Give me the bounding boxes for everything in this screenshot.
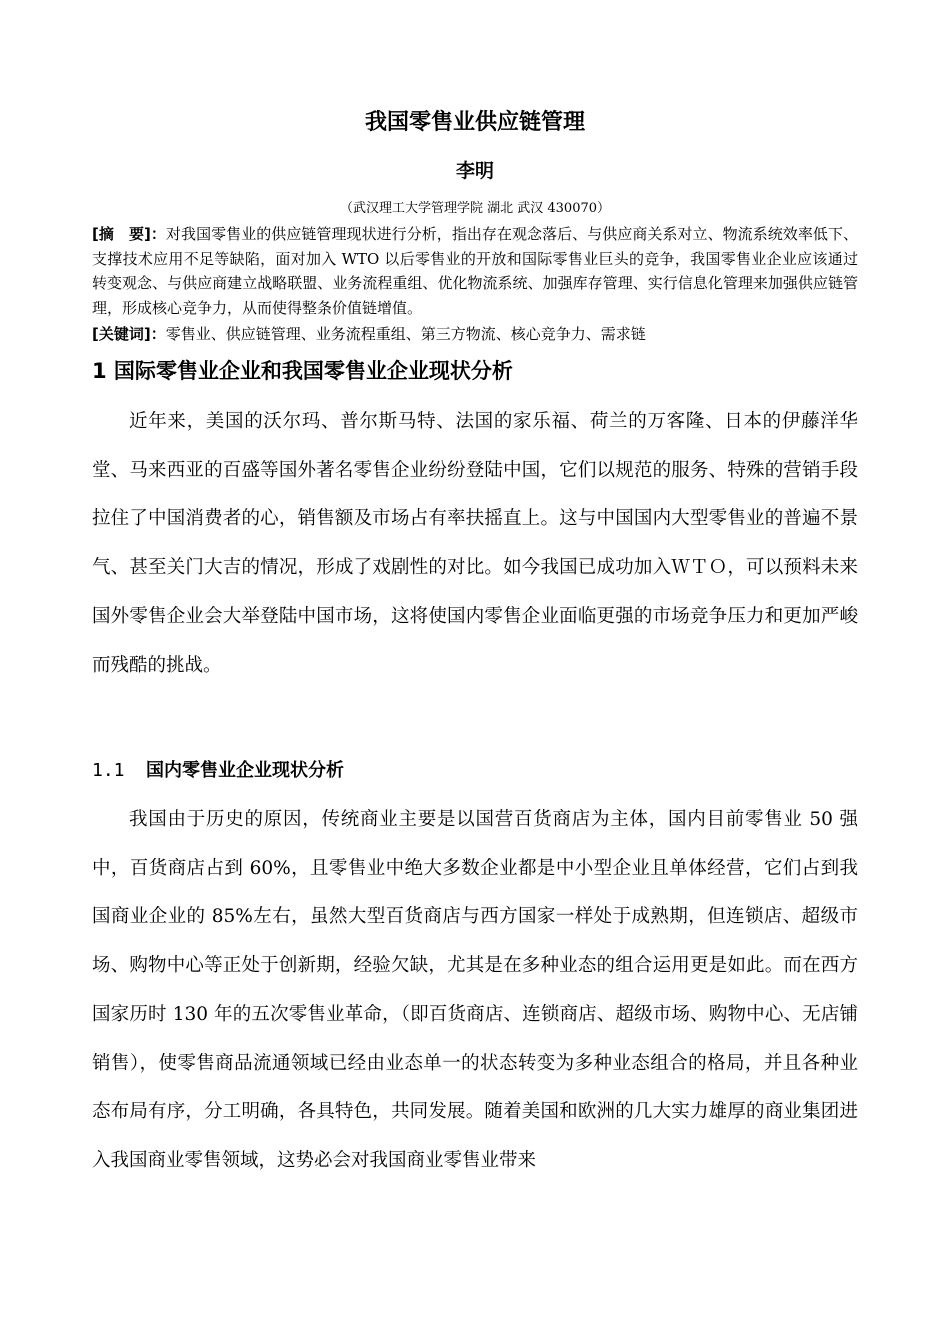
section-1-1-heading [92,756,858,786]
abstract-text: 对我国零售业的供应链管理现状进行分析，指出存在观念落后、与供应商关系对立、物流系统效率低下、支撑技术应用不足等缺陷，面对加入 WTO 以后零售业的开放和国际零售业巨头的竞争，我国零售业企业应该通过转变观念、与供应商建立战略联盟、业务流程重组、优化物流系统、加强库存管理、实行信息化管理来加强供应链管理，形成核心竞争力，从而使得整条价值链增值。 [92,225,858,317]
keywords-label: [关键词]： [92,325,166,343]
paper-title: 我国零售业供应链管理 [364,110,585,135]
keywords-text: 零售业、供应链管理、业务流程重组、第三方物流、核心竞争力、需求链 [165,325,646,343]
section-1-1-number: 1.1 [92,760,125,781]
paper-author: 李明 [455,160,494,182]
abstract [92,222,858,320]
section-1-paragraph: 近年来，美国的沃尔玛、普尔斯马特、法国的家乐福、荷兰的万客隆、日本的伊藤洋华堂、马来西亚的百盛等国外著名零售企业纷纷登陆中国，它们以规范的服务、特殊的营销手段拉住了中国消费者的心，销售额及市场占有率扶摇直上。这与中国国内大型零售业的普遍不景气、甚至关门大吉的情况，形成了戏剧性的对比。如今我国已成功加入ＷＴＯ，可以预料未来国外零售企业会大举登陆中国市场，这将使国内零售企业面临更强的市场竞争压力和更加严峻而残酷的挑战。 [92,411,858,676]
keywords [92,322,858,346]
section-1-1-paragraph: 我国由于历史的原因，传统商业主要是以国营百货商店为主体，国内目前零售业 50 强中，百货商店占到 60%，且零售业中绝大多数企业都是中小型企业且单体经营，它们占到我国商业企业的 85%左右，虽然大型百货商店与西方国家一样处于成熟期，但连锁店、超级市场、购物中心等正处于创新期，经验欠缺，尤其是在多种业态的组合运用更是如此。而在西方国家历时 130 年的五次零售业革命，（即百货商店、连锁商店、超级市场、购物中心、无店铺销售），使零售商品流通领域已经由业态单一的状态转变为多种业态组合的格局，并且各种业态布局有序，分工明确，各具特色，共同发展。随着美国和欧洲的几大实力雄厚的商业集团进入我国商业零售领域，这势必会对我国商业零售业带来 [92,809,858,1171]
author-affiliation: （武汉理工大学管理学院 湖北 武汉 430070） [339,201,611,216]
section-1-1-title: 国内零售业企业现状分析 [146,760,344,781]
section-1-heading: 1 国际零售业企业和我国零售业企业现状分析 [92,359,513,383]
abstract-label: [摘 要]： [92,225,166,243]
